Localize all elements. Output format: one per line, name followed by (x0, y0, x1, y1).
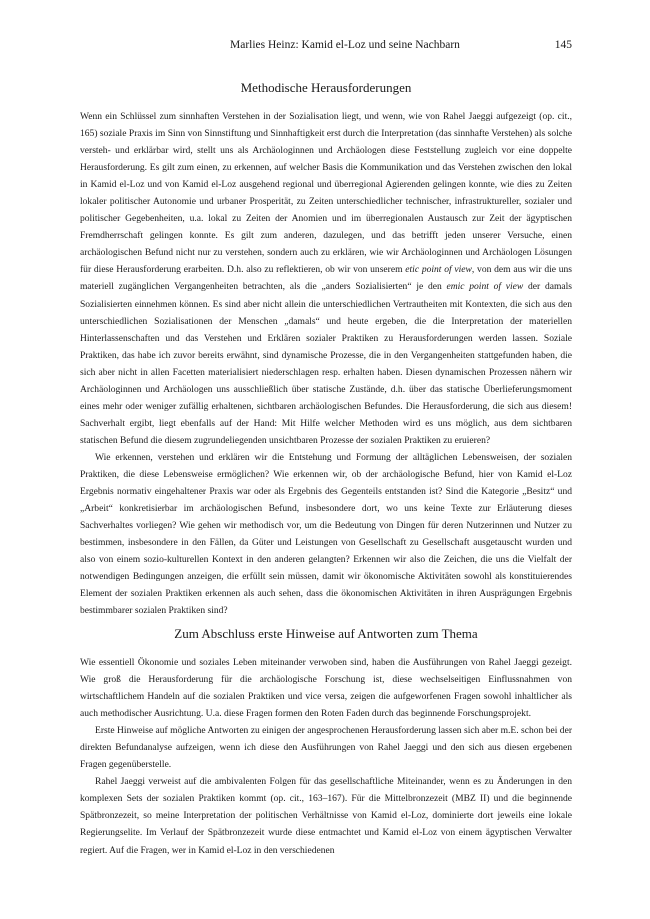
paragraph: Rahel Jaeggi verweist auf die ambivalenten Folgen für das gesellschaftliche Miteinander, wenn es zu Änderungen in den komplexen Sets der sozialen Praktiken kommt (op. cit., 163–167). Für die Mittelbronzezeit (MBZ II) und die beginnende Spätbronzezeit, so meine Interpretation der politischen Verhältnisse von Kamid el-Loz, dominierte dort jeweils eine lokale Regierungselite. Im Verlauf der Spätbronzezeit wurde diese entmachtet und Kamid el-Loz von einem ägyptischen Verwalter regiert. Auf die Fragen, wer in Kamid el-Loz in den verschiedenen (80, 776, 572, 856)
paragraph: Wie erkennen, verstehen und erklären wir die Entstehung und Formung der alltäglichen Lebensweisen, der sozialen Praktiken, die diese Lebensweise ermöglichen? Wie erkennen wir, ob der archäologische Befund, hier von Kamid el-Loz Ergebnis normativ eingehaltener Praxis war oder als Ergebnis des Gegenteils entstanden ist? Sind die Kategorie „Besitz“ und „Arbeit“ konkretisierbar im archäologischen Befund, insbesondere dort, wo uns keine Texte zur Erläuterung dieses Sachverhaltes vorliegen? Wie gehen wir methodisch vor, um die Bedeutung von Dingen für deren Nutzerinnen und Nutzer zu bestimmen, insbesondere in den Fällen, da Güter und Leistungen von Gesellschaft zu Gesellschaft ausgetauscht wurden und also von einem sozio-kulturellen Kontext in den anderen gelangten? Erkennen wir also die Zeichen, die uns die Vielfalt der notwendigen Bedingungen anzeigen, die erfüllt sein müssen, damit wir ökonomische Aktivitäten sowohl als konstituierendes Element der sozialen Praktiken erkennen als auch sehen, dass die ökonomischen Aktivitäten in ihren Ausprägungen Ergebnis bestimmbarer sozialen Praktiken sind? (80, 451, 572, 617)
running-title: Marlies Heinz: Kamid el-Loz und seine Nachbarn (230, 39, 460, 51)
paragraph: Wie essentiell Ökonomie und soziales Leben miteinander verwoben sind, haben die Ausführungen von Rahel Jaeggi gezeigt. Wie groß die Herausforderung für die archäologische Forschung ist, diese wechselseitigen Einflussnahmen von wirtschaftlichem Handeln auf die sozialen Praktiken und vice versa, zeigen die aufgeworfenen Fragen sowohl inhaltlicher als auch methodischer Ausrichtung. U.a. diese Fragen formen den Roten Faden durch das beginnende Forschungsprojekt. (80, 657, 572, 720)
section-heading-methodische-herausforderungen: Methodische Herausforderungen (240, 80, 412, 95)
section-heading-zum-abschluss: Zum Abschluss erste Hinweise auf Antworten zum Thema (174, 626, 478, 641)
paragraph: Wenn ein Schlüssel zum sinnhaften Verstehen in der Sozialisation liegt, und wenn, wie von Rahel Jaeggi aufgezeigt (op. cit., 165) soziale Praxis im Sinn von Sinnstiftung und Sinnhaftigkeit erst durch die Interpretation (das sinnhafte Verstehen) als solche versteh- und erklärbar wird, stellt uns als Archäologinnen und Archäologen diese Feststellung zugleich vor eine doppelte Herausforderung. Es gilt zum einen, zu erkennen, auf welcher Basis die Kommunikation und das Verstehen zwischen den lokal in Kamid el-Loz und von Kamid el-Loz ausgehend regional und überregional Agierenden gelingen konnte, wie dies zu Zeiten lokaler politischer Autonomie und urbaner Prosperität, zu Zeiten unterschiedlicher technischer, infrastruktureller, sozialer und politischer Gegebenheiten, u.a. lokal zu Zeiten der Anomien und im überregionalen Austausch zur Zeit der ägyptischen Fremdherrschaft gelingen konnte. Es gilt zum anderen, dazulegen, und das betrifft jeden unserer Versuche, einen archäologischen Befund nicht nur zu verstehen, sondern auch zu erklären, wie wir Archäologinnen und Archäologen Lösungen für diese Herausforderung erarbeiten. D.h. also zu reflektieren, ob wir von unserem etic point of view, von dem aus wir die uns materiell zugänglichen Vergangenheiten betrachten, als die „anders Sozialisierten“ je den emic point of view der damals Sozialisierten einnehmen können. Es sind aber nicht allein die unterschiedlichen Vertrautheiten mit Kontexten, die sich aus den unterschiedlichen Sozialisationen der Menschen „damals“ und heute ergeben, die die Interpretation der materiellen Hinterlassenschaften und das Verstehen und Erklären sozialer Praktiken zu Herausforderungen werden lassen. Soziale Praktiken, das habe ich zuvor bereits erwähnt, sind dynamische Prozesse, die in den Vergangenheiten stattgefunden haben, die sich aber nicht in allen Facetten materialisiert niederschlagen resp. erhalten haben. Diesen dynamischen Prozessen nähern wir Archäologinnen und Archäologen uns ausschließlich über statische Zustände, d.h. über das statische Überlieferungsmoment eines mehr oder weniger zufällig erhaltenen, sichtbaren archäologischen Befundes. Die Herausforderung, die sich aus diesem! Sachverhalt ergibt, liegt ebenfalls auf der Hand: Mit Hilfe welcher Methoden wird es uns möglich, aus dem sichtbaren statischen Befund die diesem zugrundeliegenden unsichtbaren Prozesse der sozialen Praktiken zu eruieren? (80, 111, 573, 446)
paragraph: Erste Hinweise auf mögliche Antworten zu einigen der angesprochenen Herausforderung lassen sich aber m.E. schon bei der direkten Befundanalyse aufzeigen, wenn ich diese den Ausführungen von Rahel Jaeggi und den sich aus diesen ergebenen Fragen gegenüberstelle. (80, 725, 572, 771)
italic-phrase: emic point of view (446, 281, 524, 293)
section-body-zum-abschluss (80, 654, 572, 859)
italic-phrase: etic point of view (405, 264, 472, 276)
page-number: 145 (554, 39, 572, 51)
section-body-methodische-herausforderungen (80, 108, 572, 619)
